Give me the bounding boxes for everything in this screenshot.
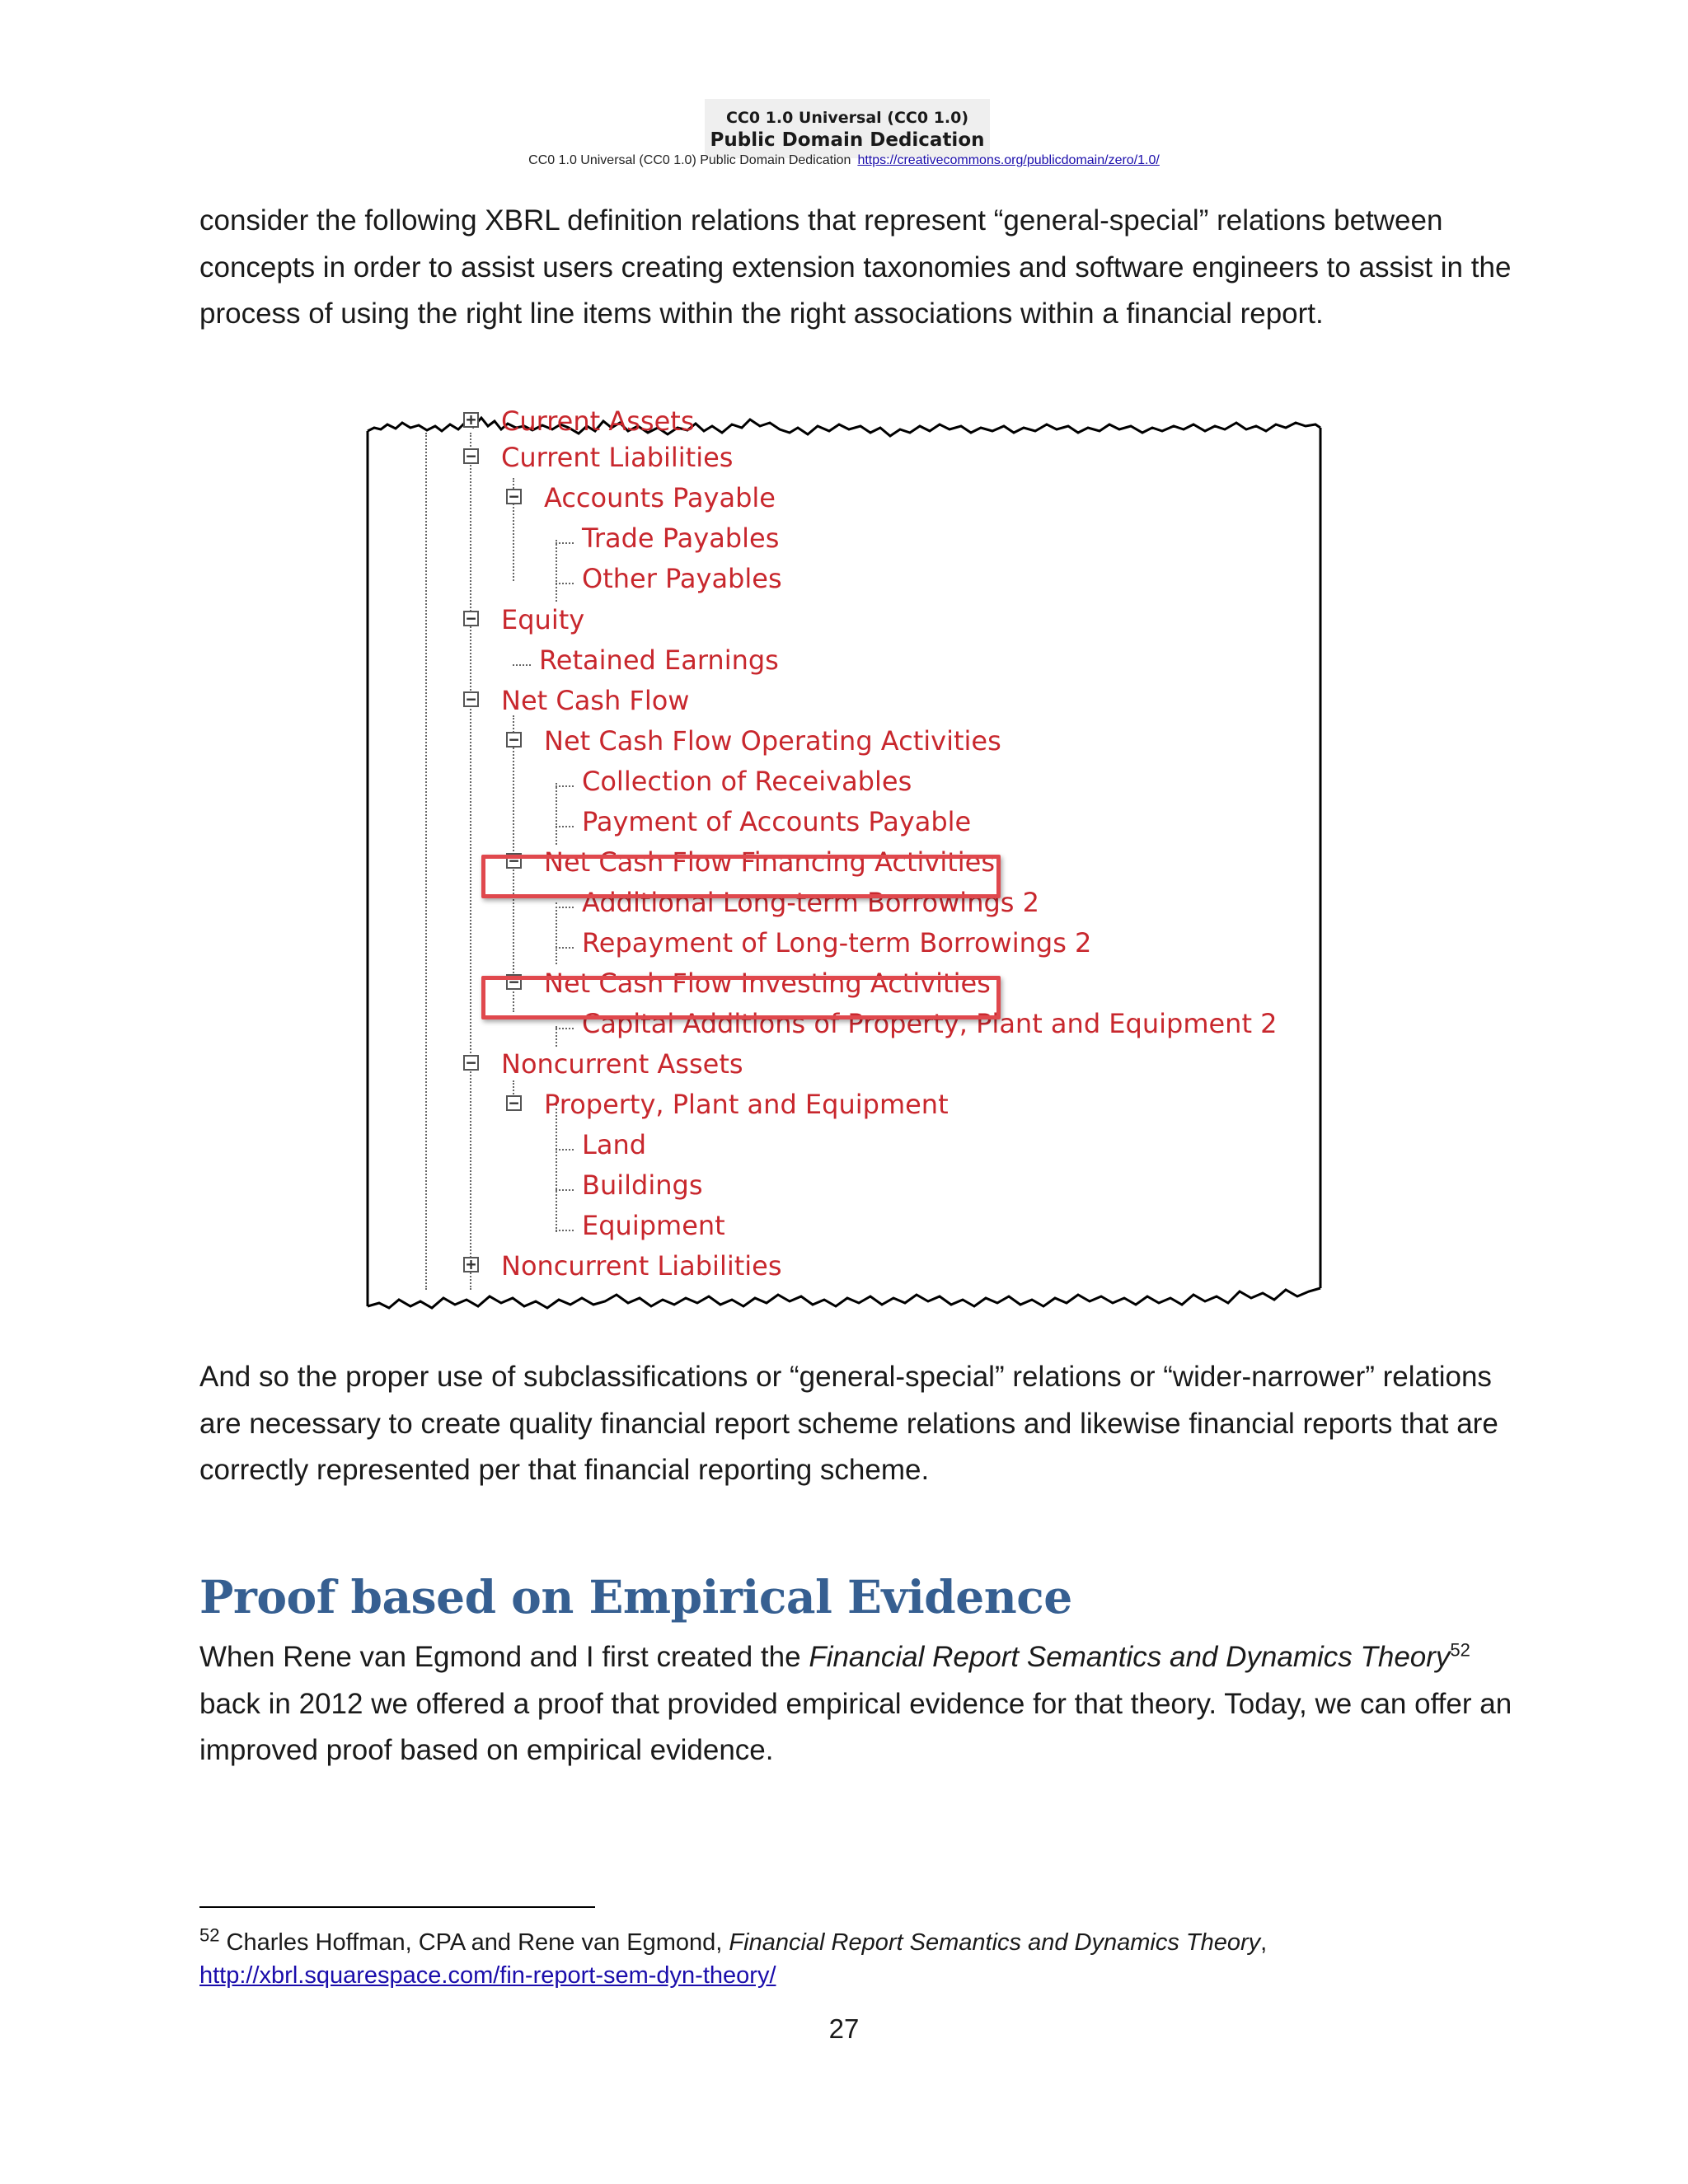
tree-connector <box>556 1189 574 1191</box>
tree-guide-level2c <box>556 902 557 964</box>
tree-node-label: Net Cash Flow <box>501 685 690 716</box>
tree-node-label: Additional Long-term Borrowings 2 <box>582 887 1039 918</box>
tree-node-label: Net Cash Flow Financing Activities <box>544 846 996 878</box>
tree-node-label: Capital Additions of Property, Plant and Equipment 2 <box>582 1008 1278 1039</box>
license-badge-line2: Public Domain Dedication <box>710 129 985 151</box>
collapse-minus-icon[interactable]: − <box>506 1095 522 1111</box>
tree-guide-level2b <box>556 783 557 845</box>
tree-connector <box>556 1028 574 1029</box>
tree-node-label: Land <box>582 1129 647 1160</box>
tree-connector <box>556 907 574 908</box>
footnote-title: Financial Report Semantics and Dynamics Theory <box>729 1929 1261 1956</box>
theory-title: Financial Report Semantics and Dynamics Theory <box>809 1641 1451 1673</box>
collapse-minus-icon[interactable]: − <box>463 1055 479 1071</box>
tree-guide-root <box>425 433 427 1290</box>
intro-paragraph: consider the following XBRL definition relations that represent “general-special” relations between concepts in order to assist users creating extension taxonomies and software engineers to assist in the process of using the right line items within the right associations within a financial report. <box>199 204 1512 330</box>
tree-guide-level2e <box>556 1104 557 1232</box>
license-badge <box>705 99 990 158</box>
expand-plus-icon[interactable]: + <box>463 1257 479 1272</box>
license-header <box>0 153 1688 168</box>
footnote-separator <box>199 1906 595 1908</box>
proof-text-after: back in 2012 we offered a proof that provided empirical evidence for that theory. Today, we can offer an improved proof based on empirical evidence. <box>199 1687 1512 1766</box>
tree-connector <box>556 542 574 544</box>
collapse-minus-icon[interactable]: − <box>506 489 522 504</box>
section-heading: Proof based on Empirical Evidence <box>199 1570 1072 1624</box>
tree-connector <box>556 947 574 949</box>
proof-paragraph <box>199 1634 1518 1774</box>
collapse-minus-icon[interactable]: − <box>506 732 522 748</box>
license-link[interactable]: https://creativecommons.org/publicdomain/zero/1.0/ <box>857 153 1160 167</box>
collapse-minus-icon[interactable]: − <box>463 611 479 626</box>
highlight-financing-activities <box>481 855 1001 898</box>
taxonomy-tree-figure <box>363 405 1325 1319</box>
tree-node-label: Retained Earnings <box>539 644 779 676</box>
tree-node-label: Repayment of Long-term Borrowings 2 <box>582 927 1092 958</box>
highlight-investing-activities <box>481 976 1001 1019</box>
tree-guide-level0 <box>470 433 471 1290</box>
tree-node-label: Accounts Payable <box>544 482 776 513</box>
tree-connector <box>556 785 574 787</box>
tree-connector <box>513 664 531 666</box>
tree-node-label: Property, Plant and Equipment <box>544 1089 949 1120</box>
tree-node-label: Other Payables <box>582 563 782 594</box>
footnote-reference[interactable]: 52 <box>1450 1639 1470 1661</box>
tree-connector <box>556 583 574 584</box>
tree-node-label: Net Cash Flow Investing Activities <box>544 968 991 999</box>
footnote-comma: , <box>1260 1929 1268 1956</box>
conclusion-paragraph: And so the proper use of subclassifications or “general-special” relations or “wider-narrower” relations are necessary to create quality financial report scheme relations and likewise financial reports that are correctly represented per that financial reporting scheme. <box>199 1361 1498 1486</box>
collapse-minus-icon[interactable]: − <box>463 448 479 464</box>
collapse-minus-icon[interactable]: − <box>463 691 479 707</box>
page-number: 27 <box>828 2013 860 2044</box>
tree-node-label: Collection of Receivables <box>582 766 912 797</box>
tree-connector <box>556 826 574 827</box>
tree-node-label: Equipment <box>582 1210 725 1241</box>
tree-node-label: Payment of Accounts Payable <box>582 806 972 837</box>
tree-connector <box>556 1230 574 1231</box>
proof-text-before: When Rene van Egmond and I first created the <box>199 1641 809 1673</box>
tree-guide-level2a <box>556 540 557 602</box>
tree-node-label: Noncurrent Assets <box>501 1048 743 1080</box>
collapse-minus-icon[interactable]: − <box>506 853 522 869</box>
license-badge-line1: CC0 1.0 Universal (CC0 1.0) <box>725 109 969 127</box>
tree-node-label: Trade Payables <box>582 523 780 554</box>
tree-node-label: Buildings <box>582 1169 703 1201</box>
tree-node-label: Current Liabilities <box>501 442 734 473</box>
footnote-link[interactable]: http://xbrl.squarespace.com/fin-report-sem-dyn-theory/ <box>199 1962 776 1989</box>
footnote-number: 52 <box>199 1924 220 1946</box>
collapse-minus-icon[interactable]: − <box>506 974 522 990</box>
tree-node-label: Noncurrent Liabilities <box>501 1250 782 1282</box>
tree-node-label: Equity <box>501 604 585 635</box>
footnote <box>199 1926 1535 1992</box>
torn-mask-top <box>453 403 643 424</box>
tree-node-label: Current Assets <box>501 405 695 437</box>
tree-node-label: Net Cash Flow Operating Activities <box>544 725 1001 757</box>
license-header-text: CC0 1.0 Universal (CC0 1.0) Public Domain Dedication <box>528 153 851 167</box>
footnote-authors: Charles Hoffman, CPA and Rene van Egmond, <box>219 1929 729 1956</box>
expand-plus-icon[interactable]: + <box>463 412 479 428</box>
tree-connector <box>556 1149 574 1151</box>
